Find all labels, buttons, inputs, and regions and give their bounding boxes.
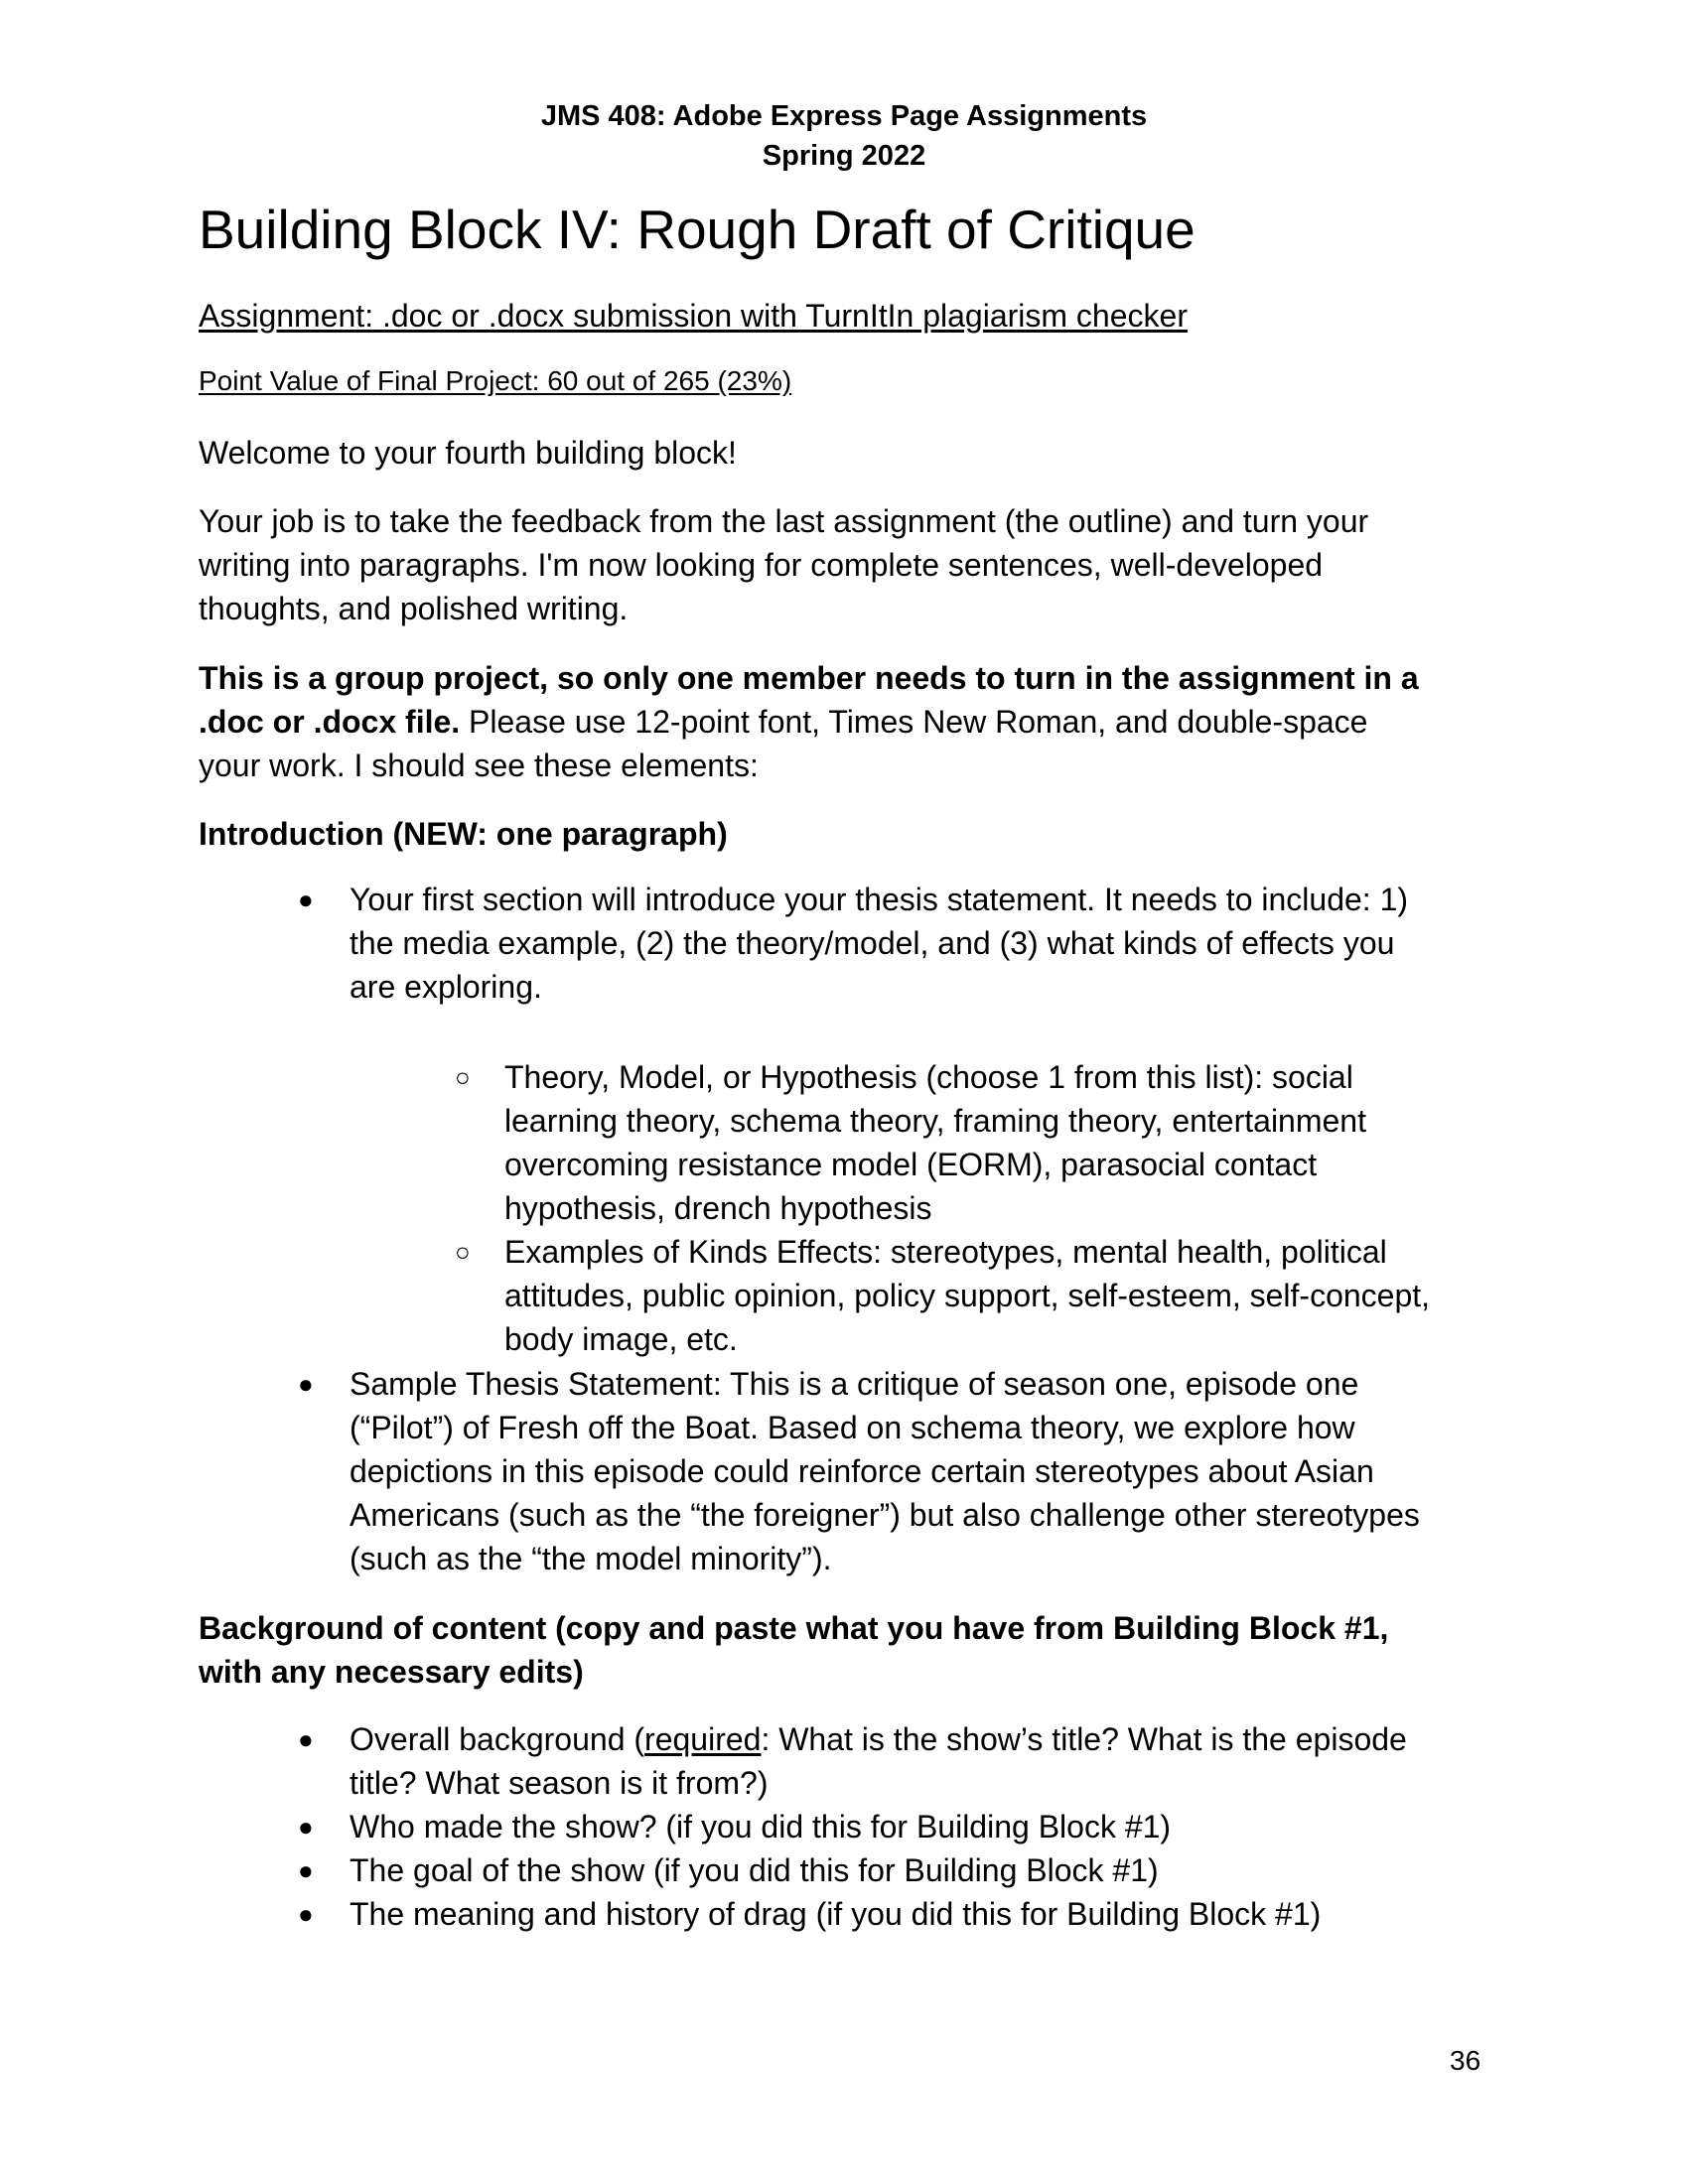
- point-value-line: Point Value of Final Project: 60 out of 265 (23%): [199, 365, 792, 396]
- page-title: Building Block IV: Rough Draft of Critique: [199, 199, 1196, 260]
- sub-bullet-icon: ○: [455, 1237, 471, 1267]
- group-line: your work. I should see these elements:: [199, 748, 759, 783]
- group-paragraph: [199, 656, 1489, 787]
- list-item: [298, 878, 1409, 1009]
- bullet-icon: ●: [298, 1855, 314, 1885]
- list-item: [298, 1362, 1420, 1580]
- sub-list-item: [455, 1055, 1430, 1230]
- list-item: [298, 1717, 1407, 1805]
- group-rest-text: Please use 12-point font, Times New Roman, and double-space: [460, 704, 1368, 740]
- list-item-line: the media example, (2) the theory/model, and (3) what kinds of effects you: [350, 925, 1395, 961]
- job-line: thoughts, and polished writing.: [199, 591, 629, 626]
- heading-line: Background of content (copy and paste what you have from Building Block #1,: [199, 1610, 1389, 1646]
- required-text: required: [644, 1721, 762, 1757]
- job-paragraph: [199, 499, 1489, 630]
- list-item-line: depictions in this episode could reinforce certain stereotypes about Asian: [350, 1453, 1374, 1489]
- assignment-line: Assignment: .doc or .docx submission with TurnItIn plagiarism checker: [199, 298, 1188, 334]
- bullet-icon: ●: [298, 1724, 314, 1754]
- list-item-line: The meaning and history of drag (if you did this for Building Block #1): [350, 1896, 1322, 1932]
- list-item-line: Examples of Kinds Effects: stereotypes, mental health, political: [504, 1234, 1387, 1270]
- heading-line: with any necessary edits): [199, 1654, 584, 1690]
- list-item-line: The goal of the show (if you did this for Building Block #1): [350, 1852, 1159, 1888]
- list-item-line: Your first section will introduce your thesis statement. It needs to include: 1): [350, 882, 1409, 917]
- course-header: JMS 408: Adobe Express Page Assignments: [540, 100, 1148, 132]
- list-item-line: Americans (such as the “the foreigner”) but also challenge other stereotypes: [350, 1497, 1420, 1533]
- intro-bullet-list: [298, 878, 1409, 1009]
- list-item-line: (“Pilot”) of Fresh off the Boat. Based on schema theory, we explore how: [350, 1410, 1355, 1445]
- bullet-icon: ●: [298, 1899, 314, 1929]
- list-item-line: (such as the “the model minority”).: [350, 1541, 832, 1576]
- thesis-bullet-list: [298, 1362, 1420, 1580]
- list-item-line: [350, 1717, 1407, 1761]
- list-item-line: title? What season is it from?): [350, 1765, 769, 1801]
- group-bold-text: .doc or .docx file.: [199, 704, 461, 740]
- intro-sub-bullet-list: [455, 1055, 1431, 1361]
- list-item: [298, 1848, 1407, 1892]
- job-line: Your job is to take the feedback from the last assignment (the outline) and turn your: [199, 503, 1369, 539]
- introduction-heading: Introduction (NEW: one paragraph): [199, 816, 728, 852]
- bullet-icon: ●: [298, 885, 314, 914]
- list-item: [298, 1805, 1407, 1848]
- job-line: writing into paragraphs. I'm now looking for complete sentences, well-developed: [199, 547, 1324, 583]
- list-item-line: overcoming resistance model (EORM), parasocial contact: [504, 1147, 1318, 1182]
- list-item-line: Theory, Model, or Hypothesis (choose 1 from this list): social: [504, 1059, 1353, 1095]
- list-item: [298, 1892, 1407, 1936]
- group-line: [199, 700, 1489, 744]
- bullet-icon: ●: [298, 1812, 314, 1842]
- list-item-line: are exploring.: [350, 969, 542, 1005]
- group-bold-line: This is a group project, so only one member needs to turn in the assignment in a: [199, 660, 1419, 696]
- text-span: : What is the show’s title? What is the episode: [761, 1721, 1407, 1757]
- list-item-line: attitudes, public opinion, policy support, self-esteem, self-concept,: [504, 1278, 1431, 1313]
- list-item-line: hypothesis, drench hypothesis: [504, 1190, 932, 1226]
- sub-list-item: [455, 1230, 1431, 1361]
- list-item-line: learning theory, schema theory, framing theory, entertainment: [504, 1103, 1366, 1139]
- list-item-line: Sample Thesis Statement: This is a critique of season one, episode one: [350, 1366, 1359, 1402]
- list-item-line: Who made the show? (if you did this for Building Block #1): [350, 1809, 1172, 1844]
- background-bullet-list: [298, 1717, 1407, 1936]
- welcome-paragraph: Welcome to your fourth building block!: [199, 435, 737, 471]
- bullet-icon: ●: [298, 1369, 314, 1399]
- page-number: 36: [1450, 2045, 1481, 2076]
- background-heading: [199, 1606, 1489, 1694]
- list-item-line: body image, etc.: [504, 1321, 738, 1357]
- text-span: Overall background (: [350, 1721, 645, 1757]
- semester-header: Spring 2022: [762, 140, 926, 172]
- sub-bullet-icon: ○: [455, 1062, 471, 1092]
